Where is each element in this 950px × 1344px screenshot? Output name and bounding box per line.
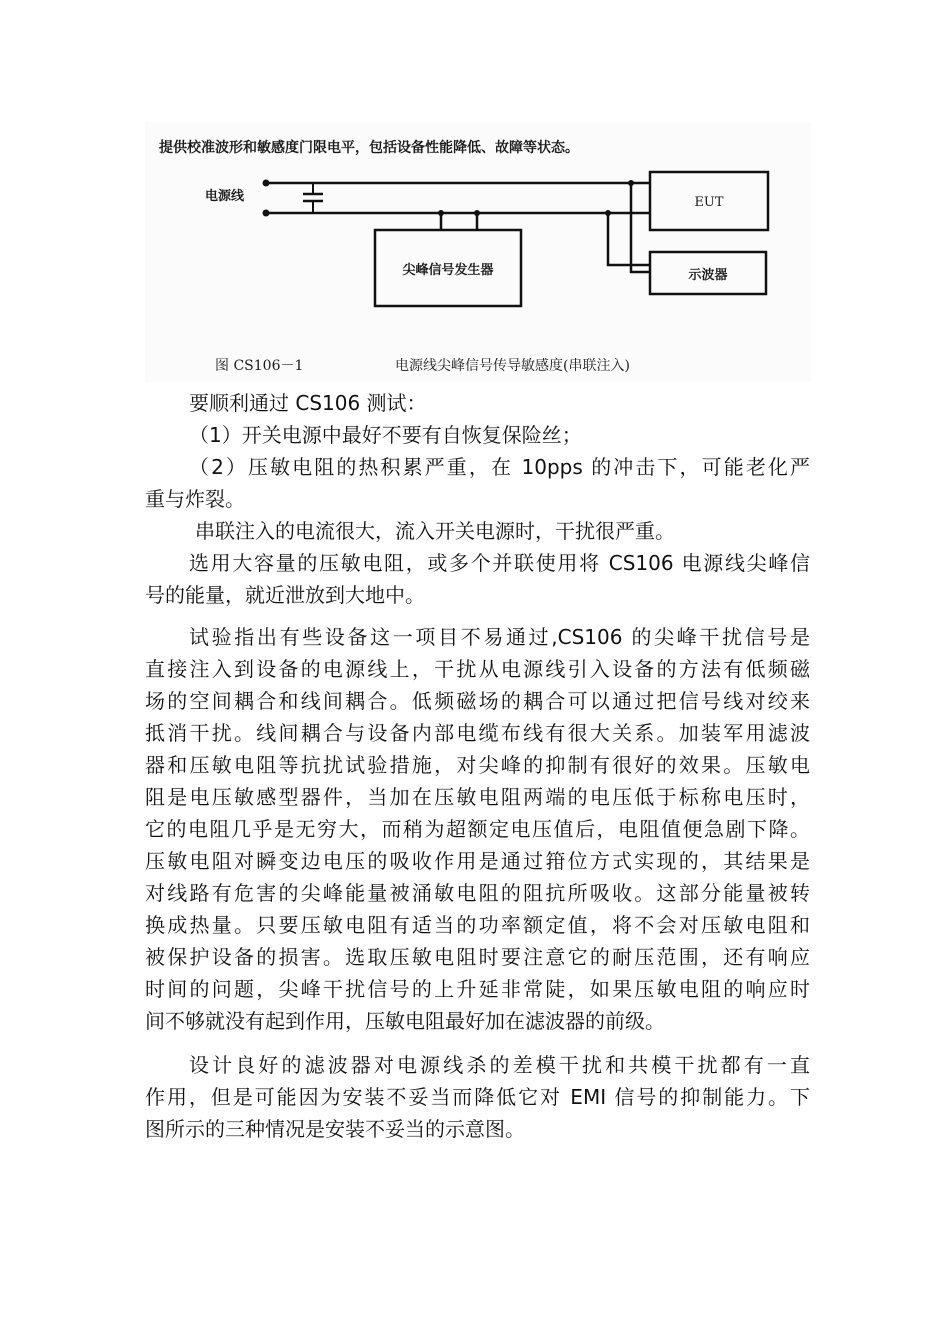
- figure-caption-number: 图 CS106－1: [215, 358, 304, 374]
- probe-line-bottom: [608, 213, 650, 265]
- oscilloscope-label: 示波器: [688, 268, 728, 283]
- paragraph-series-injection: 串联注入的电流很大，流入开关电源时，干扰很严重。: [195, 519, 675, 543]
- list-item-2-line-2: 重与炸裂。: [145, 487, 245, 511]
- paragraph-line: 器和压敏电阻等抗扰试验措施，对尖峰的抑制有很好的效果。压敏电: [145, 753, 810, 777]
- power-line-label: 电源线: [205, 189, 245, 204]
- circuit-figure: [145, 122, 811, 382]
- paragraph-varistor-line-1: 选用大容量的压敏电阻，或多个并联使用将 CS106 电源线尖峰信: [189, 551, 810, 575]
- paragraph-line: 换成热量。只要压敏电阻有适当的功率额定值，将不会对压敏电阻和: [145, 913, 810, 937]
- figure-header: 提供校准波形和敏感度门限电平，包括设备性能降低、故障等状态。: [159, 140, 579, 156]
- paragraph-line: 图所示的三种情况是安装不妥当的示意图。: [145, 1117, 525, 1141]
- junction-generator-left: [438, 210, 444, 216]
- paragraph-line: 对线路有危害的尖峰能量被涌敏电阻的阻抗所吸收。这部分能量被转: [145, 881, 810, 905]
- paragraph-requirements: 要顺利通过 CS106 测试：: [189, 391, 427, 415]
- paragraph-line: 抵消干扰。线间耦合与设备内部电缆布线有很大关系。加装军用滤波: [145, 721, 810, 745]
- paragraph-line: 直接注入到设备的电源线上，干扰从电源线引入设备的方法有低频磁: [145, 657, 810, 681]
- list-item-1: （1）开关电源中最好不要有自恢复保险丝；: [189, 423, 582, 447]
- generator-label: 尖峰信号发生器: [402, 263, 494, 278]
- paragraph-line: 间不够就没有起到作用，压敏电阻最好加在滤波器的前级。: [145, 1009, 665, 1033]
- paragraph-varistor-line-2: 号的能量，就近泄放到大地中。: [145, 583, 425, 607]
- paragraph-test-analysis: [145, 621, 810, 1037]
- paragraph-line: 压敏电阻对瞬变边电压的吸收作用是通过箝位方式实现的，其结果是: [145, 849, 810, 873]
- junction-probe-bottom: [605, 210, 611, 216]
- paragraph-line: 作用，但是可能因为安装不妥当而降低它对 EMI 信号的抑制能力。下: [145, 1085, 810, 1109]
- paragraph-line: 阻是电压敏感型器件，当加在压敏电阻两端的电压低于标称电压时，: [145, 785, 810, 809]
- paragraph-line: 时间的问题，尖峰干扰信号的上升延非常陡，如果压敏电阻的响应时: [145, 977, 810, 1001]
- intro-text: [145, 387, 810, 611]
- junction-generator-right: [474, 210, 480, 216]
- paragraph-line: 试验指出有些设备这一项目不易通过,CS106 的尖峰干扰信号是: [189, 625, 810, 649]
- paragraph-line: 场的空间耦合和线间耦合。低频磁场的耦合可以通过把信号线对绞来: [145, 689, 810, 713]
- eut-label: EUT: [694, 195, 724, 210]
- circuit-diagram: [145, 122, 811, 382]
- paragraph-line: 它的电阻几乎是无穷大，而稍为超额定电压值后，电阻值便急剧下降。: [145, 817, 810, 841]
- paragraph-line: 设计良好的滤波器对电源线杀的差模干扰和共模干扰都有一直: [189, 1053, 810, 1077]
- paragraph-line: 被保护设备的损害。选取压敏电阻时要注意它的耐压范围，还有响应: [145, 945, 810, 969]
- probe-line-top: [631, 183, 650, 272]
- figure-caption-text: 电源线尖峰信号传导敏感度(串联注入): [395, 358, 630, 374]
- paragraph-filter-installation: [145, 1049, 810, 1145]
- list-item-2-line-1: （2）压敏电阻的热积累严重，在 10pps 的冲击下，可能老化严: [189, 455, 810, 479]
- junction-probe-top: [628, 180, 634, 186]
